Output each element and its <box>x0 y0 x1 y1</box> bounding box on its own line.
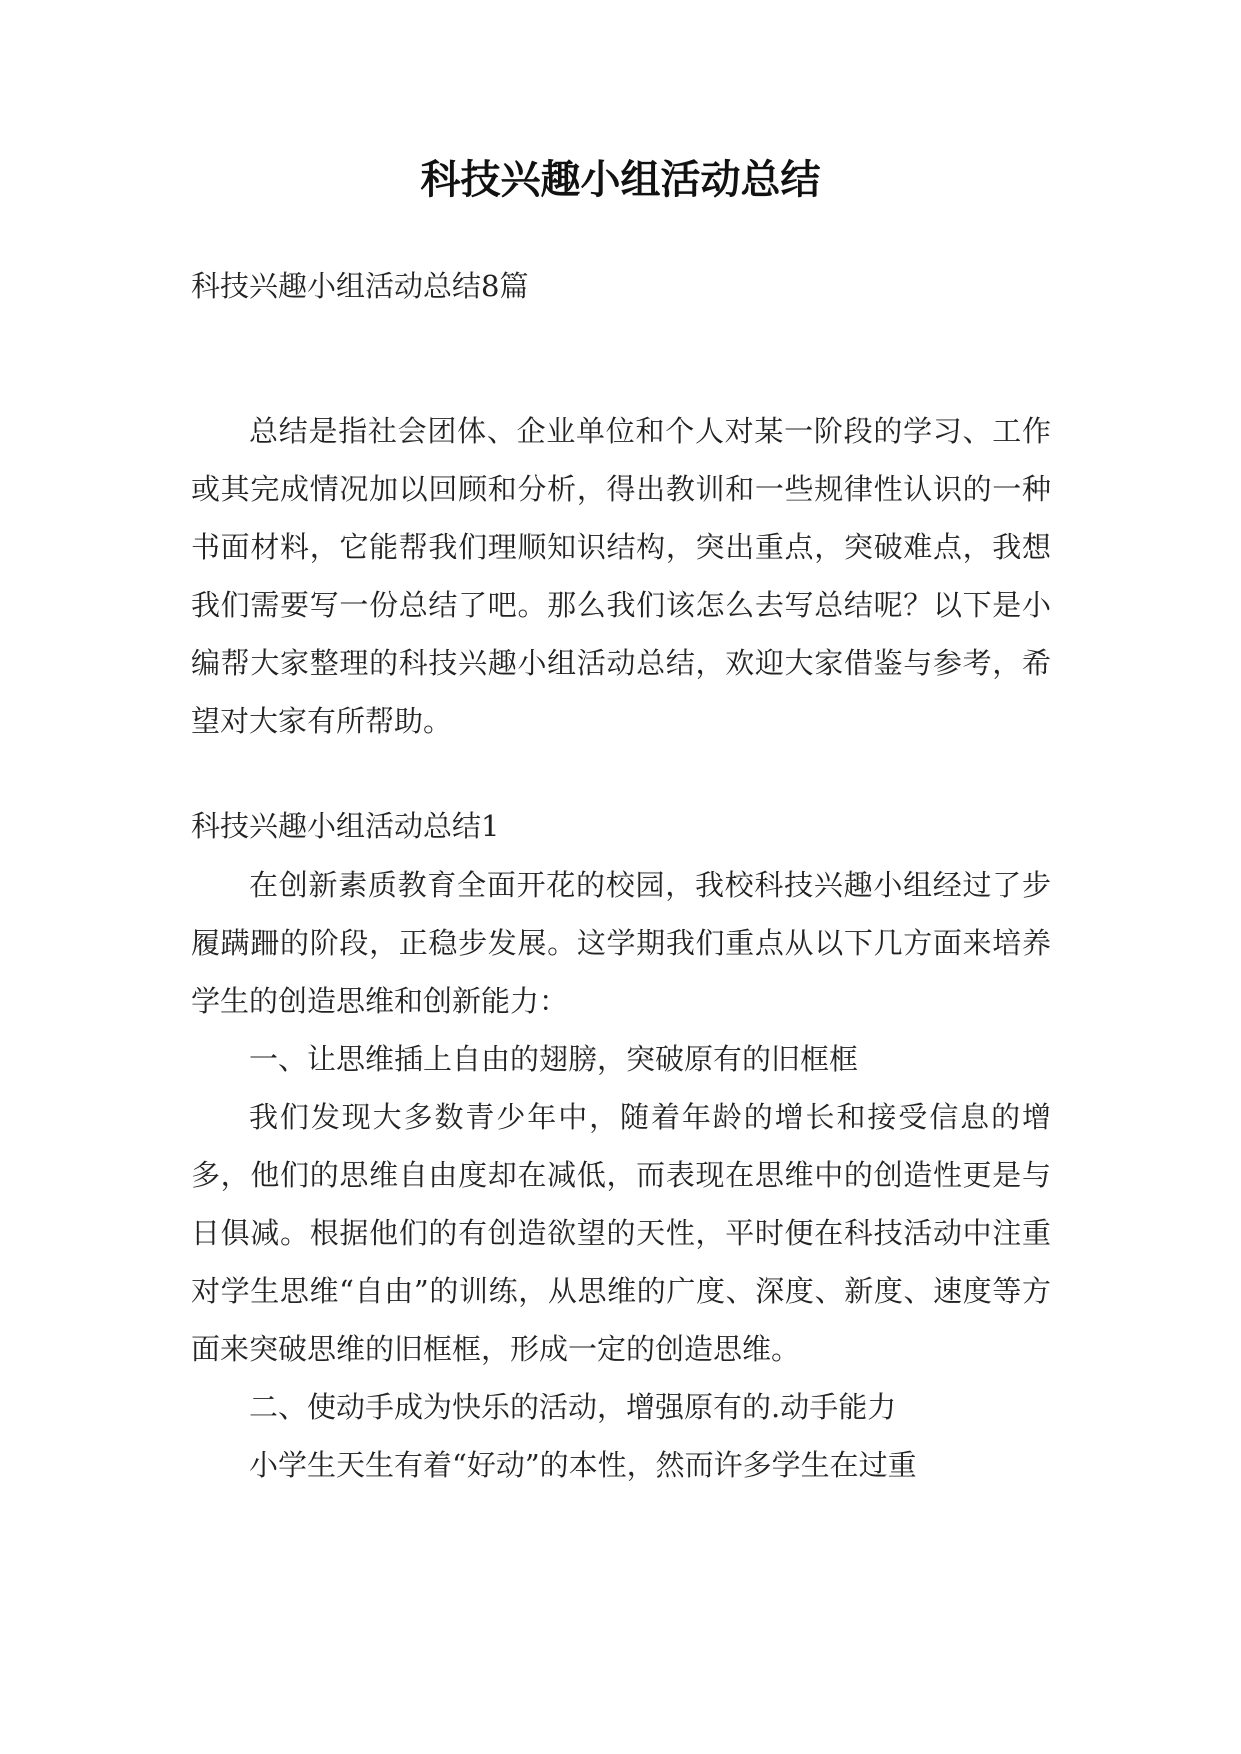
subheading-paragraph: 一、让思维插上自由的翅膀，突破原有的旧框框 <box>249 1042 859 1076</box>
body-paragraph: 我们发现大多数青少年中，随着年龄的增长和接受信息的增多，他们的思维自由度却在减低，而表现在思维中的创造性更是与日俱减。根据他们的有创造欲望的天性，平时便在科技活动中注重对学生思维“自由”的训练，从思维的广度、深度、新度、速度等方面来突破思维的旧框框，形成一定的创造思维。 <box>191 1100 1051 1366</box>
body-paragraph: 小学生天生有着“好动”的本性，然而许多学生在过重 <box>249 1448 917 1482</box>
section-heading-1: 科技兴趣小组活动总结1 <box>191 809 500 843</box>
section-1-body <box>191 856 1051 1494</box>
body-paragraph: 在创新素质教育全面开花的校园，我校科技兴趣小组经过了步履蹒跚的阶段，正稳步发展。这学期我们重点从以下几方面来培养学生的创造思维和创新能力： <box>191 868 1051 1018</box>
document-title: 科技兴趣小组活动总结 <box>420 157 821 203</box>
intro-paragraph: 总结是指社会团体、企业单位和个人对某一阶段的学习、工作或其完成情况加以回顾和分析，得出教训和一些规律性认识的一种书面材料，它能帮我们理顺知识结构，突出重点，突破难点，我想我们需要写一份总结了吧。那么我们该怎么去写总结呢？以下是小编帮大家整理的科技兴趣小组活动总结，欢迎大家借鉴与参考，希望对大家有所帮助。 <box>191 414 1051 738</box>
document-subtitle: 科技兴趣小组活动总结8篇 <box>191 269 529 303</box>
subheading-paragraph: 二、使动手成为快乐的活动，增强原有的.动手能力 <box>249 1390 897 1424</box>
